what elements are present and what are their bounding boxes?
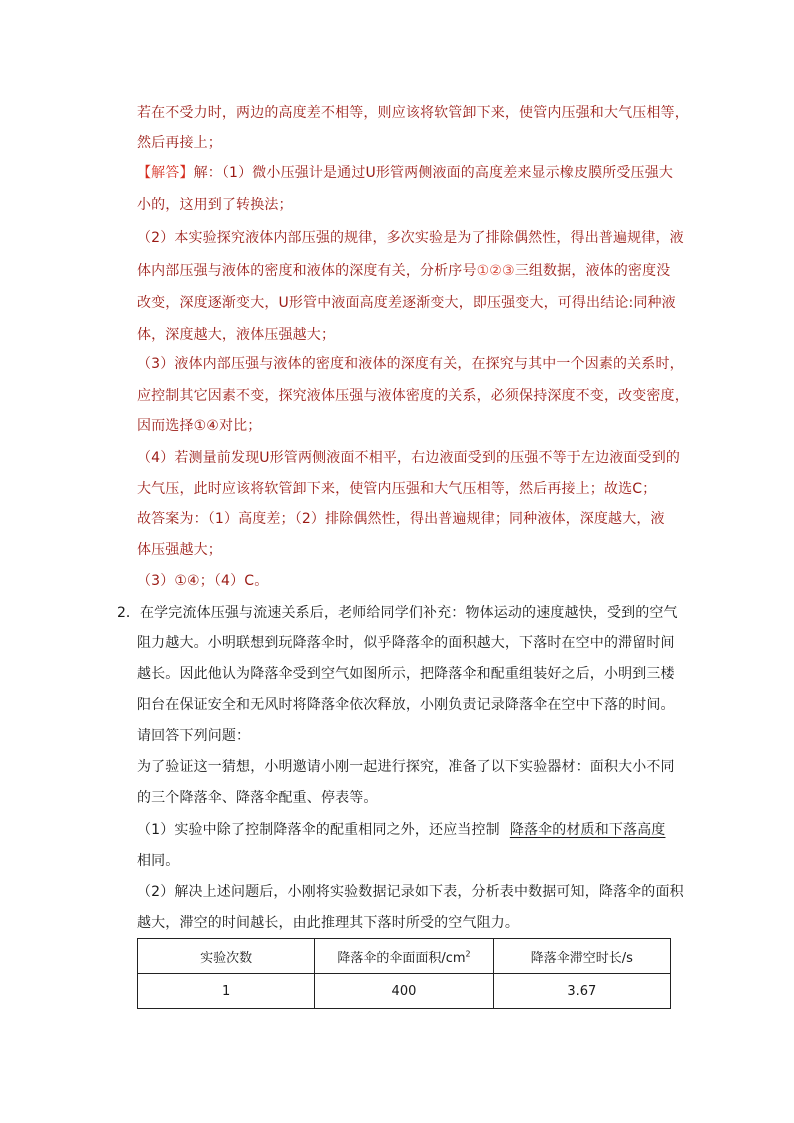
question-line-4: 阳台在保证安全和无风时将降落伞依次释放，小刚负责记录降落伞在空中下落的时间。 (137, 697, 675, 713)
sub1-prefix: （1）实验中除了控制降落伞的配重相同之外，还应当控制 (137, 822, 500, 838)
analysis-line-14: 故答案为：（1）高度差；（2）排除偶然性，得出普遍规律；同种液体，深度越大，液 (137, 511, 665, 527)
question-line-6: 为了验证这一猜想，小明邀请小刚一起进行探究，准备了以下实验器材：面积大小不同 (137, 759, 675, 775)
analysis-line-6c: 三组数据，液体的密度没 (514, 263, 671, 279)
question-line-3: 越长。因此他认为降落伞受到空气如图所示，把降落伞和配重组装好之后，小明到三楼 (137, 666, 675, 682)
sub1-suffix: 相同。 (137, 853, 180, 869)
sub-question-2-line-1: （2）解决上述问题后，小刚将实验数据记录如下表，分析表中数据可知，降落伞的面积 (137, 884, 684, 900)
question-line-1: 在学完流体压强与流速关系后，老师给同学们补充：物体运动的速度越快，受到的空气 (140, 605, 678, 621)
analysis-line-11: 因而选择①④对比； (137, 418, 262, 434)
analysis-line-2: 然后再接上； (137, 135, 222, 151)
analysis-line-6 (137, 261, 670, 281)
table-row (138, 974, 671, 1009)
question-number: 2． (117, 605, 140, 621)
unit-superscript: 2 (465, 949, 471, 959)
analysis-line-7: 改变，深度逐渐变大，U形管中液面高度差逐渐变大，即压强变大，可得出结论:同种液 (137, 295, 676, 311)
sub-question-2-line-2: 越大，滞空的时间越长，由此推理其下落时所受的空气阻力。 (137, 915, 520, 931)
analysis-line-16: （3）①④；（4）C。 (137, 573, 269, 589)
answer-intro-text: 解：（1）微小压强计是通过U形管两侧液面的高度差来显示橡皮膜所受压强大 (193, 165, 674, 181)
table-cell: 3.67 (493, 974, 670, 1009)
table-cell: 1 (138, 974, 315, 1009)
table-header-row (138, 939, 671, 974)
answer-tag: 【解答】 (137, 165, 194, 181)
analysis-line-6a: 体内部压强与液体的密度和液体的深度有关，分析序号 (137, 263, 477, 279)
sub-question-1 (137, 820, 665, 840)
analysis-line-13: 大气压，此时应该将软管卸下来，使管内压强和大气压相等，然后再接上；故选C； (137, 481, 657, 497)
table-header-cell: 实验次数 (138, 939, 315, 974)
analysis-line-10: 应控制其它因素不变，探究液体压强与液体密度的关系，必须保持深度不变，改变密度， (137, 388, 689, 404)
sample-numbers: ①②③ (476, 263, 515, 279)
question-line-2: 阻力越大。小明联想到玩降落伞时，似乎降落伞的面积越大，下落时在空中的滞留时间 (137, 635, 675, 651)
table-cell: 400 (315, 974, 493, 1009)
analysis-line-9: （3）液体内部压强与液体的密度和液体的深度有关，在探究与其中一个因素的关系时， (137, 356, 684, 372)
analysis-line-4: 小的，这用到了转换法； (137, 197, 293, 213)
answer-intro-line (137, 163, 673, 183)
data-table (137, 938, 671, 1009)
analysis-line-12: （4）若测量前发现U形管两侧液面不相平，右边液面受到的压强不等于左边液面受到的 (137, 450, 681, 466)
table-header-text: 降落伞的伞面面积/cm (337, 950, 466, 966)
question-line-7: 的三个降落伞、降落伞配重、停表等。 (137, 790, 378, 806)
sub1-answer: 降落伞的材质和下落高度 (509, 822, 666, 838)
question-line-5: 请回答下列问题： (137, 728, 251, 744)
table-header-cell: 降落伞滞空时长/s (493, 939, 670, 974)
analysis-line-8: 体，深度越大，液体压强越大； (137, 327, 336, 343)
table-header-cell (315, 939, 493, 974)
analysis-line-1: 若在不受力时，两边的高度差不相等，则应该将软管卸下来，使管内压强和大气压相等， (137, 105, 689, 121)
analysis-line-15: 体压强越大； (137, 542, 222, 558)
analysis-line-5: （2）本实验探究液体内部压强的规律，多次实验是为了排除偶然性，得出普遍规律，液 (137, 230, 684, 246)
